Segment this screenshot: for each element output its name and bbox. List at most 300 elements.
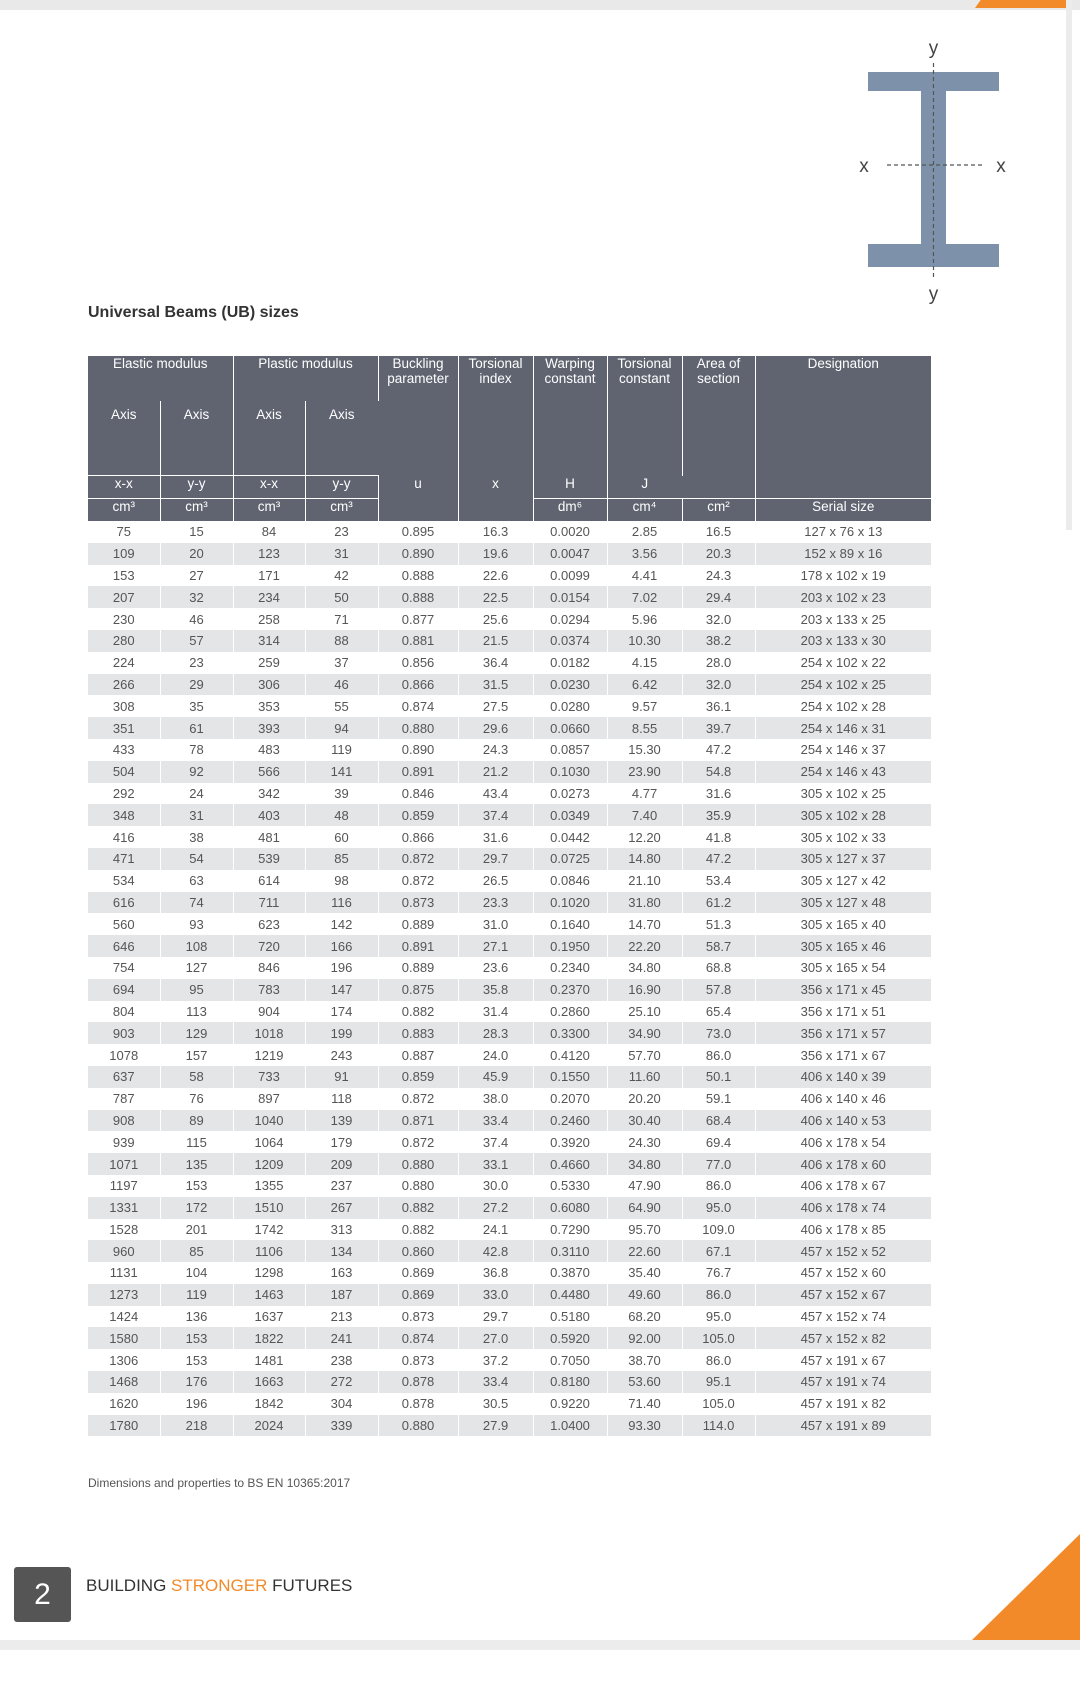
table-cell: 471	[88, 848, 160, 870]
table-cell: 0.0182	[533, 652, 607, 674]
table-row	[88, 979, 931, 1001]
table-cell: 153	[88, 565, 160, 587]
header-j: J	[607, 476, 682, 499]
table-cell: 237	[305, 1175, 378, 1197]
label-y-bottom: y	[928, 284, 939, 305]
table-cell: 32.0	[682, 674, 755, 696]
header-torsional-constant: Torsional constant	[607, 356, 682, 476]
table-cell: 196	[305, 957, 378, 979]
table-cell: 27	[160, 565, 233, 587]
table-row	[88, 870, 931, 892]
table-cell: 1637	[233, 1306, 305, 1328]
brand-part1: BUILDING	[86, 1576, 172, 1595]
table-cell: 92.00	[607, 1327, 682, 1349]
table-cell: 623	[233, 913, 305, 935]
table-row	[88, 1306, 931, 1328]
table-cell: 37.4	[458, 1131, 533, 1153]
table-cell: 0.3300	[533, 1022, 607, 1044]
table-cell: 53.4	[682, 870, 755, 892]
table-cell: 783	[233, 979, 305, 1001]
table-cell: 960	[88, 1240, 160, 1262]
table-cell: 457 x 152 x 74	[755, 1306, 931, 1328]
table-cell: 113	[160, 1001, 233, 1023]
table-cell: 24.3	[458, 739, 533, 761]
table-cell: 30.5	[458, 1393, 533, 1415]
table-cell: 1106	[233, 1240, 305, 1262]
table-cell: 1.0400	[533, 1415, 607, 1437]
table-cell: 179	[305, 1131, 378, 1153]
table-cell: 356 x 171 x 57	[755, 1022, 931, 1044]
table-cell: 0.0374	[533, 630, 607, 652]
table-cell: 457 x 191 x 89	[755, 1415, 931, 1437]
table-cell: 14.80	[607, 848, 682, 870]
table-cell: 939	[88, 1131, 160, 1153]
table-cell: 50	[305, 586, 378, 608]
table-cell: 0.873	[378, 1306, 458, 1328]
header-axis: Axis	[88, 401, 160, 476]
table-cell: 27.5	[458, 695, 533, 717]
table-cell: 15.30	[607, 739, 682, 761]
table-row	[88, 1088, 931, 1110]
table-cell: 176	[160, 1371, 233, 1393]
table-cell: 1209	[233, 1153, 305, 1175]
table-cell: 0.880	[378, 1153, 458, 1175]
unit-blank	[378, 499, 458, 522]
table-cell: 1306	[88, 1349, 160, 1371]
table-cell: 1510	[233, 1197, 305, 1219]
table-row	[88, 674, 931, 696]
table-row	[88, 957, 931, 979]
table-cell: 93	[160, 913, 233, 935]
table-cell: 353	[233, 695, 305, 717]
table-cell: 27.2	[458, 1197, 533, 1219]
table-cell: 203 x 102 x 23	[755, 586, 931, 608]
table-cell: 258	[233, 608, 305, 630]
table-cell: 24.0	[458, 1044, 533, 1066]
table-row	[88, 1066, 931, 1088]
table-cell: 0.869	[378, 1284, 458, 1306]
table-cell: 0.856	[378, 652, 458, 674]
table-cell: 147	[305, 979, 378, 1001]
table-cell: 54.8	[682, 761, 755, 783]
table-cell: 0.860	[378, 1240, 458, 1262]
bottom-corner-accent	[972, 1534, 1080, 1640]
table-row	[88, 565, 931, 587]
table-cell: 0.0020	[533, 521, 607, 543]
table-cell: 266	[88, 674, 160, 696]
table-cell: 201	[160, 1219, 233, 1241]
table-cell: 115	[160, 1131, 233, 1153]
table-cell: 254 x 146 x 43	[755, 761, 931, 783]
table-row	[88, 521, 931, 543]
header-xx: x-x	[233, 476, 305, 499]
table-cell: 34.90	[607, 1022, 682, 1044]
table-cell: 0.7290	[533, 1219, 607, 1241]
table-cell: 27.1	[458, 935, 533, 957]
table-cell: 38.0	[458, 1088, 533, 1110]
table-cell: 127 x 76 x 13	[755, 521, 931, 543]
table-row	[88, 935, 931, 957]
table-cell: 60	[305, 826, 378, 848]
table-cell: 0.0349	[533, 804, 607, 826]
table-cell: 36.8	[458, 1262, 533, 1284]
table-cell: 0.889	[378, 913, 458, 935]
table-cell: 37.2	[458, 1349, 533, 1371]
table-cell: 0.8180	[533, 1371, 607, 1393]
table-cell: 135	[160, 1153, 233, 1175]
table-cell: 0.3920	[533, 1131, 607, 1153]
table-row	[88, 1371, 931, 1393]
table-cell: 86.0	[682, 1349, 755, 1371]
table-cell: 0.891	[378, 935, 458, 957]
table-cell: 0.880	[378, 717, 458, 739]
header-elastic-modulus: Elastic modulus	[88, 356, 233, 401]
table-cell: 308	[88, 695, 160, 717]
table-cell: 142	[305, 913, 378, 935]
table-cell: 904	[233, 1001, 305, 1023]
table-cell: 16.5	[682, 521, 755, 543]
table-cell: 31.4	[458, 1001, 533, 1023]
table-cell: 127	[160, 957, 233, 979]
table-cell: 241	[305, 1327, 378, 1349]
label-x-right: x	[996, 156, 1006, 177]
table-cell: 203 x 133 x 25	[755, 608, 931, 630]
table-cell: 1580	[88, 1327, 160, 1349]
table-cell: 105.0	[682, 1327, 755, 1349]
table-cell: 0.875	[378, 979, 458, 1001]
table-cell: 0.0047	[533, 543, 607, 565]
table-cell: 457 x 152 x 67	[755, 1284, 931, 1306]
table-cell: 243	[305, 1044, 378, 1066]
table-row	[88, 1393, 931, 1415]
table-row	[88, 739, 931, 761]
table-cell: 1822	[233, 1327, 305, 1349]
header-buckling-parameter: Buckling parameter	[378, 356, 458, 476]
table-cell: 1219	[233, 1044, 305, 1066]
table-cell: 0.0294	[533, 608, 607, 630]
table-row	[88, 804, 931, 826]
table-cell: 12.20	[607, 826, 682, 848]
table-cell: 0.2460	[533, 1110, 607, 1132]
table-cell: 0.859	[378, 1066, 458, 1088]
table-cell: 23	[305, 521, 378, 543]
table-cell: 136	[160, 1306, 233, 1328]
table-cell: 1018	[233, 1022, 305, 1044]
table-cell: 0.872	[378, 1131, 458, 1153]
table-cell: 64.90	[607, 1197, 682, 1219]
table-cell: 305 x 165 x 46	[755, 935, 931, 957]
table-cell: 37	[305, 652, 378, 674]
table-cell: 59.1	[682, 1088, 755, 1110]
table-cell: 29	[160, 674, 233, 696]
table-cell: 0.872	[378, 1088, 458, 1110]
table-row	[88, 586, 931, 608]
table-cell: 38.70	[607, 1349, 682, 1371]
table-cell: 0.4660	[533, 1153, 607, 1175]
table-cell: 2024	[233, 1415, 305, 1437]
table-cell: 7.02	[607, 586, 682, 608]
unit-cm4: cm⁴	[607, 499, 682, 522]
table-cell: 178 x 102 x 19	[755, 565, 931, 587]
header-warping-constant: Warping constant	[533, 356, 607, 476]
header-u: u	[378, 476, 458, 499]
table-cell: 1078	[88, 1044, 160, 1066]
table-cell: 0.4120	[533, 1044, 607, 1066]
table-cell: 8.55	[607, 717, 682, 739]
table-cell: 254 x 146 x 37	[755, 739, 931, 761]
table-cell: 846	[233, 957, 305, 979]
table-cell: 58.7	[682, 935, 755, 957]
table-row	[88, 1349, 931, 1371]
table-row	[88, 848, 931, 870]
table-cell: 342	[233, 783, 305, 805]
table-cell: 27.0	[458, 1327, 533, 1349]
table-cell: 305 x 102 x 33	[755, 826, 931, 848]
table-cell: 313	[305, 1219, 378, 1241]
table-cell: 30.40	[607, 1110, 682, 1132]
table-cell: 1131	[88, 1262, 160, 1284]
table-cell: 403	[233, 804, 305, 826]
table-cell: 196	[160, 1393, 233, 1415]
table-cell: 0.873	[378, 892, 458, 914]
table-cell: 35	[160, 695, 233, 717]
table-cell: 272	[305, 1371, 378, 1393]
table-cell: 42.8	[458, 1240, 533, 1262]
table-cell: 0.5180	[533, 1306, 607, 1328]
table-cell: 86.0	[682, 1175, 755, 1197]
table-cell: 57	[160, 630, 233, 652]
table-cell: 0.2860	[533, 1001, 607, 1023]
table-cell: 95	[160, 979, 233, 1001]
table-cell: 754	[88, 957, 160, 979]
table-cell: 68.4	[682, 1110, 755, 1132]
table-cell: 0.2070	[533, 1088, 607, 1110]
table-cell: 0.2340	[533, 957, 607, 979]
table-cell: 1620	[88, 1393, 160, 1415]
table-cell: 0.887	[378, 1044, 458, 1066]
table-cell: 0.888	[378, 565, 458, 587]
table-cell: 0.880	[378, 1415, 458, 1437]
header-axis: Axis	[160, 401, 233, 476]
table-cell: 406 x 140 x 53	[755, 1110, 931, 1132]
table-cell: 36.1	[682, 695, 755, 717]
table-cell: 11.60	[607, 1066, 682, 1088]
table-cell: 153	[160, 1327, 233, 1349]
table-cell: 0.7050	[533, 1349, 607, 1371]
table-cell: 71.40	[607, 1393, 682, 1415]
table-cell: 4.77	[607, 783, 682, 805]
table-row	[88, 1044, 931, 1066]
table-row	[88, 892, 931, 914]
table-cell: 0.890	[378, 739, 458, 761]
table-cell: 45.9	[458, 1066, 533, 1088]
unit-cm3: cm³	[160, 499, 233, 522]
table-cell: 314	[233, 630, 305, 652]
table-cell: 19.6	[458, 543, 533, 565]
table-cell: 0.1020	[533, 892, 607, 914]
table-cell: 15	[160, 521, 233, 543]
table-row	[88, 1240, 931, 1262]
header-axis: Axis	[305, 401, 378, 476]
table-cell: 406 x 178 x 67	[755, 1175, 931, 1197]
table-cell: 348	[88, 804, 160, 826]
table-cell: 46	[160, 608, 233, 630]
header-xx: x-x	[88, 476, 160, 499]
table-cell: 31.0	[458, 913, 533, 935]
table-cell: 39.7	[682, 717, 755, 739]
table-row	[88, 1175, 931, 1197]
table-row	[88, 1153, 931, 1175]
table-cell: 77.0	[682, 1153, 755, 1175]
table-row	[88, 695, 931, 717]
table-cell: 0.866	[378, 826, 458, 848]
table-cell: 172	[160, 1197, 233, 1219]
table-cell: 29.4	[682, 586, 755, 608]
table-cell: 406 x 178 x 60	[755, 1153, 931, 1175]
table-cell: 6.42	[607, 674, 682, 696]
table-cell: 457 x 191 x 67	[755, 1349, 931, 1371]
table-cell: 4.15	[607, 652, 682, 674]
table-cell: 637	[88, 1066, 160, 1088]
table-cell: 0.1550	[533, 1066, 607, 1088]
table-cell: 504	[88, 761, 160, 783]
table-cell: 153	[160, 1175, 233, 1197]
table-cell: 118	[305, 1088, 378, 1110]
table-cell: 119	[160, 1284, 233, 1306]
brand-part2: FUTURES	[267, 1576, 353, 1595]
table-cell: 305 x 102 x 25	[755, 783, 931, 805]
table-cell: 292	[88, 783, 160, 805]
table-cell: 0.890	[378, 543, 458, 565]
table-cell: 0.877	[378, 608, 458, 630]
table-cell: 21.5	[458, 630, 533, 652]
table-cell: 32.0	[682, 608, 755, 630]
table-cell: 63	[160, 870, 233, 892]
table-body	[88, 521, 931, 1436]
table-cell: 93.30	[607, 1415, 682, 1437]
table-cell: 3.56	[607, 543, 682, 565]
table-cell: 0.871	[378, 1110, 458, 1132]
table-cell: 26.5	[458, 870, 533, 892]
table-cell: 157	[160, 1044, 233, 1066]
table-cell: 20.3	[682, 543, 755, 565]
table-cell: 0.873	[378, 1349, 458, 1371]
table-cell: 1064	[233, 1131, 305, 1153]
table-cell: 339	[305, 1415, 378, 1437]
footnote: Dimensions and properties to BS EN 10365:2017	[88, 1476, 351, 1490]
table-cell: 0.4480	[533, 1284, 607, 1306]
table-cell: 22.5	[458, 586, 533, 608]
table-cell: 95.0	[682, 1197, 755, 1219]
i-beam-diagram	[845, 35, 1020, 305]
table-cell: 0.895	[378, 521, 458, 543]
table-cell: 33.0	[458, 1284, 533, 1306]
table-cell: 58	[160, 1066, 233, 1088]
table-cell: 305 x 165 x 40	[755, 913, 931, 935]
table-cell: 25.10	[607, 1001, 682, 1023]
table-cell: 33.1	[458, 1153, 533, 1175]
table-cell: 1528	[88, 1219, 160, 1241]
table-row	[88, 1219, 931, 1241]
scrollbar[interactable]	[1066, 0, 1072, 530]
table-cell: 0.0660	[533, 717, 607, 739]
table-cell: 0.880	[378, 1175, 458, 1197]
table-cell: 0.869	[378, 1262, 458, 1284]
table-cell: 0.9220	[533, 1393, 607, 1415]
unit-cm3: cm³	[88, 499, 160, 522]
table-cell: 171	[233, 565, 305, 587]
unit-cm3: cm³	[305, 499, 378, 522]
table-cell: 560	[88, 913, 160, 935]
table-cell: 406 x 178 x 74	[755, 1197, 931, 1219]
table-cell: 0.5920	[533, 1327, 607, 1349]
table-cell: 351	[88, 717, 160, 739]
unit-blank	[458, 499, 533, 522]
table-cell: 280	[88, 630, 160, 652]
table-cell: 0.1640	[533, 913, 607, 935]
table-cell: 0.881	[378, 630, 458, 652]
header-yy: y-y	[305, 476, 378, 499]
table-row	[88, 1262, 931, 1284]
table-cell: 616	[88, 892, 160, 914]
table-cell: 108	[160, 935, 233, 957]
table-cell: 98	[305, 870, 378, 892]
table-cell: 259	[233, 652, 305, 674]
table-cell: 34.80	[607, 1153, 682, 1175]
table-cell: 566	[233, 761, 305, 783]
table-cell: 305 x 165 x 54	[755, 957, 931, 979]
table-cell: 41.8	[682, 826, 755, 848]
table-cell: 57.70	[607, 1044, 682, 1066]
table-cell: 153	[160, 1349, 233, 1371]
table-cell: 47.90	[607, 1175, 682, 1197]
table-cell: 152 x 89 x 16	[755, 543, 931, 565]
table-cell: 35.8	[458, 979, 533, 1001]
table-cell: 104	[160, 1262, 233, 1284]
table-cell: 20.20	[607, 1088, 682, 1110]
table-cell: 305 x 127 x 48	[755, 892, 931, 914]
header-axis: Axis	[233, 401, 305, 476]
table-cell: 50.1	[682, 1066, 755, 1088]
table-cell: 213	[305, 1306, 378, 1328]
table-cell: 76.7	[682, 1262, 755, 1284]
table-cell: 393	[233, 717, 305, 739]
table-cell: 305 x 127 x 37	[755, 848, 931, 870]
table-cell: 457 x 191 x 74	[755, 1371, 931, 1393]
table-cell: 0.882	[378, 1197, 458, 1219]
table-cell: 28.0	[682, 652, 755, 674]
table-cell: 29.6	[458, 717, 533, 739]
table-cell: 694	[88, 979, 160, 1001]
table-cell: 646	[88, 935, 160, 957]
table-cell: 61.2	[682, 892, 755, 914]
table-row	[88, 1197, 931, 1219]
table-cell: 35.40	[607, 1262, 682, 1284]
top-corner-accent	[975, 0, 1070, 8]
table-cell: 86.0	[682, 1284, 755, 1306]
table-cell: 0.872	[378, 848, 458, 870]
top-band	[0, 0, 1080, 10]
table-cell: 0.878	[378, 1371, 458, 1393]
table-cell: 61	[160, 717, 233, 739]
table-row	[88, 717, 931, 739]
table-cell: 21.10	[607, 870, 682, 892]
header-designation: Designation	[755, 356, 931, 499]
table-row	[88, 783, 931, 805]
table-cell: 0.3110	[533, 1240, 607, 1262]
table-cell: 1468	[88, 1371, 160, 1393]
table-cell: 254 x 102 x 28	[755, 695, 931, 717]
